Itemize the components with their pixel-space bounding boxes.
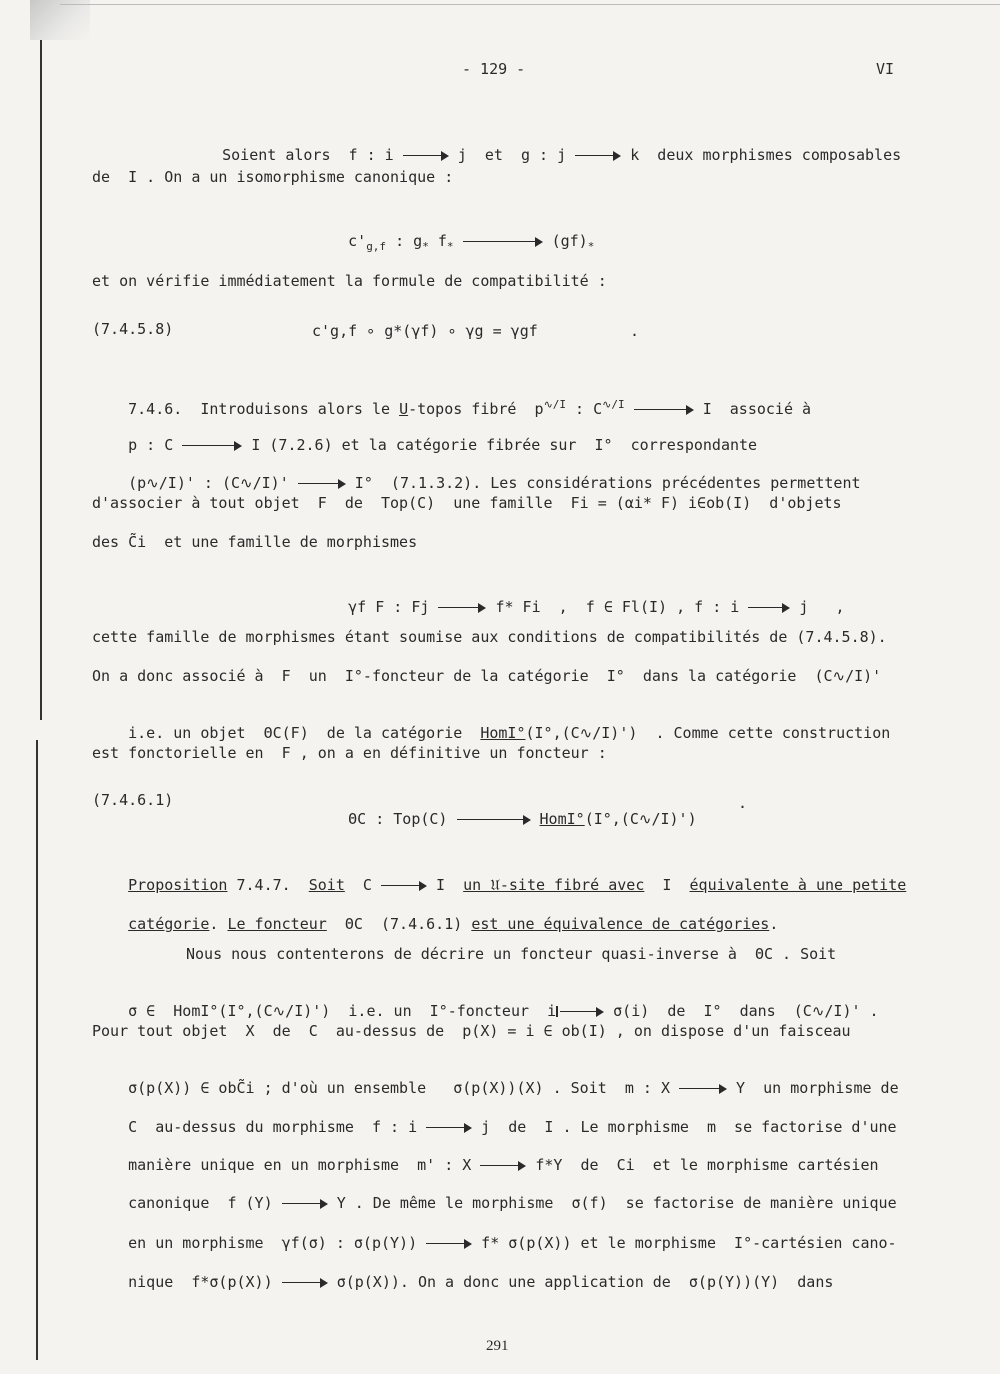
proposition-line: Proposition 7.4.7. Soit C I un 𝔘-site fibré avec I équivalente à une petite (128, 876, 907, 894)
scan-top-edge (60, 4, 1000, 5)
formula-line: $c'_{g,f}$ : $g_*$ $f_*$ $(gf)_*$ (348, 232, 595, 253)
arrow-icon (282, 1278, 328, 1288)
page-header-number: - 129 - (462, 60, 526, 78)
text-line: en un morphisme γf(σ) : σ(p(Y)) f* σ(p(X)) et le morphisme I°-cartésien cano- (128, 1234, 897, 1252)
equation-number: (7.4.5.8) (92, 320, 174, 338)
period: . (630, 322, 640, 340)
proposition-line: catégorie. Le foncteur ΘC (7.4.6.1) est une équivalence de catégories. (128, 915, 779, 933)
arrow-icon (463, 237, 543, 247)
text-line: p : C I (7.2.6) et la catégorie fibrée sur I° correspondante (128, 436, 758, 454)
text-line: σ ∈ HomI°(I°,(C∿/I)') i.e. un I°-foncteur i σ(i) de I° dans (C∿/I)' . (128, 1002, 879, 1020)
scan-left-edge (40, 40, 42, 720)
text-line: des C̃i et une famille de morphismes (92, 533, 418, 551)
arrow-icon (457, 815, 531, 825)
arrow-icon (634, 405, 694, 415)
text-line: Soient alors f : i j et g : j k deux morphismes composables (222, 146, 902, 164)
text-line: canonique f (Y) Y . De même le morphisme σ(f) se factorise de manière unique (128, 1194, 897, 1212)
maps-to-arrow-icon (556, 1007, 604, 1017)
text-line: d'associer à tout objet F de Top(C) une famille Fi = (αi* F) i∈ob(I) d'objets (92, 494, 842, 512)
arrow-icon (182, 441, 242, 451)
arrow-icon (298, 479, 346, 489)
arrow-icon (403, 151, 449, 161)
text-line: On a donc associé à F un I°-foncteur de la catégorie I° dans la catégorie (C∿/I)' (92, 667, 882, 685)
text-line: de I . On a un isomorphisme canonique : (92, 168, 454, 186)
arrow-icon (679, 1084, 727, 1094)
equation-number: (7.4.6.1) (92, 791, 174, 809)
scan-left-edge-lower (36, 740, 38, 1360)
text-line: σ(p(X)) ∈ obC̃i ; d'où un ensemble σ(p(X))(X) . Soit m : X Y un morphisme de (128, 1079, 899, 1097)
arrow-icon (438, 603, 486, 613)
formula-line: γf F : Fj f* Fi , f ∈ Fl(I) , f : i j , (348, 598, 845, 616)
arrow-icon (381, 881, 427, 891)
arrow-icon (575, 151, 621, 161)
section-line: 7.4.6. Introduisons alors le U-topos fibré $p^{∿/I}$ : $C^{∿/I}$ I associé à (128, 398, 812, 418)
text-line: Pour tout objet X de C au-dessus de p(X) = i ∈ ob(I) , on dispose d'un faisceau (92, 1022, 851, 1040)
footer-page-number: 291 (486, 1338, 509, 1354)
text-line: Nous nous contenterons de décrire un foncteur quasi-inverse à ΘC . Soit (186, 945, 837, 963)
scan-corner-shadow (30, 0, 90, 40)
text-line: nique f*σ(p(X)) σ(p(X)). On a donc une application de σ(p(Y))(Y) dans (128, 1273, 834, 1291)
chapter-label: VI (876, 60, 895, 78)
arrow-icon (480, 1161, 526, 1171)
text-line: est fonctorielle en F , on a en définitive un foncteur : (92, 744, 607, 762)
formula-line: ΘC : Top(C) HomI°(I°,(C∿/I)') (348, 810, 697, 828)
arrow-icon (748, 603, 790, 613)
arrow-icon (426, 1239, 472, 1249)
text-line: manière unique en un morphisme m' : X f*Y de Ci et le morphisme cartésien (128, 1156, 879, 1174)
text-line: C au-dessus du morphisme f : i j de I . Le morphisme m se factorise d'une (128, 1118, 897, 1136)
arrow-icon (426, 1123, 472, 1133)
text-line: i.e. un objet ΘC(F) de la catégorie HomI°(I°,(C∿/I)') . Comme cette construction (128, 724, 891, 742)
text-line: (p∿/I)' : (C∿/I)' I° (7.1.3.2). Les considérations précédentes permettent (128, 474, 861, 492)
period: . (738, 794, 748, 812)
arrow-icon (282, 1199, 328, 1209)
text-line: cette famille de morphismes étant soumise aux conditions de compatibilités de (7.4.5.8). (92, 628, 887, 646)
text-line: et on vérifie immédiatement la formule de compatibilité : (92, 272, 607, 290)
formula: c'g,f ∘ g*(γf) ∘ γg = γgf (312, 322, 538, 340)
